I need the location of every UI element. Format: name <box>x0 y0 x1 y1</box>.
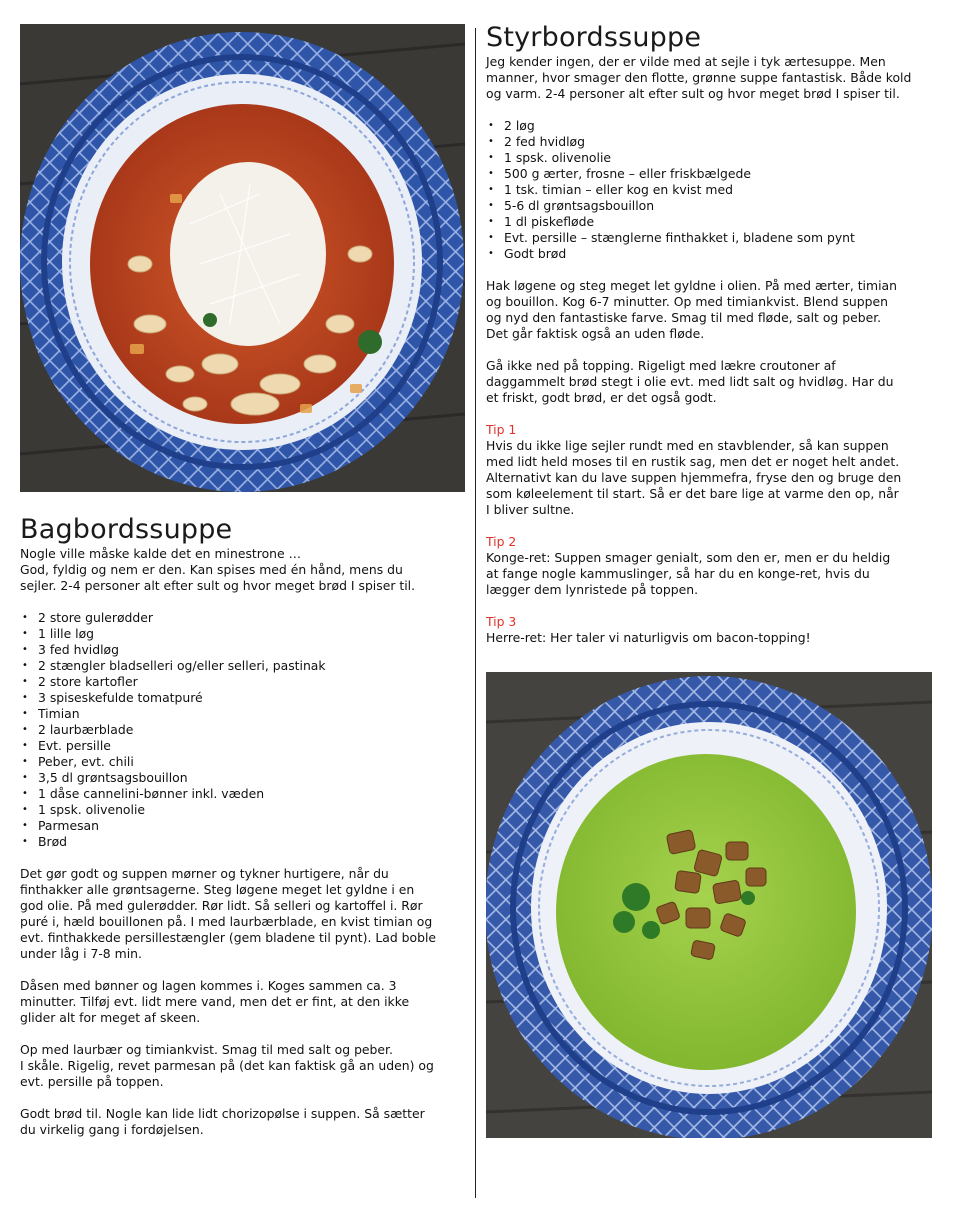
ingredient-item: • 3 spiseskefulde tomatpuré <box>20 690 468 706</box>
ingredient-item: • 1 spsk. olivenolie <box>20 802 468 818</box>
column-divider <box>475 28 476 1198</box>
tip-2 <box>486 534 936 598</box>
ingredient-item: • Brød <box>20 834 468 850</box>
ingredient-item: • 1 dl piskefløde <box>486 214 936 230</box>
ingredient-item: • 1 lille løg <box>20 626 468 642</box>
tomato-soup-photo <box>20 24 465 492</box>
text-line: Godt brød til. Nogle kan lide lidt chorizopølse i suppen. Så sætter <box>20 1106 425 1121</box>
tip-title: Tip 2 <box>486 534 517 549</box>
text-line: puré i, hæld bouillonen på. I med laurbærblade, en kvist timian og <box>20 914 433 929</box>
text-line: evt. persille på toppen. <box>20 1074 164 1089</box>
styrbord-method-paragraph <box>486 278 936 342</box>
ingredient-item: • 2 stængler bladselleri og/eller selleri, pastinak <box>20 658 468 674</box>
bagbord-intro-1: Nogle ville måske kalde det en minestrone … <box>20 546 301 561</box>
right-column <box>486 22 936 1138</box>
ingredient-item: • 2 store kartofler <box>20 674 468 690</box>
text-line: finthakker alle grøntsagerne. Steg løgene meget let gyldne i en <box>20 882 415 897</box>
text-line: minutter. Tilføj evt. lidt mere vand, men det er fint, at den ikke <box>20 994 410 1009</box>
ingredient-item: • Evt. persille – stænglerne finthakket i, bladene som pynt <box>486 230 936 246</box>
text-line: Herre-ret: Her taler vi naturligvis om bacon-topping! <box>486 630 811 645</box>
text-line: god olie. På med gulerødder. Rør lidt. Så selleri og kartoffel i. Rør <box>20 898 423 913</box>
styrbord-title: Styrbordssuppe <box>486 22 702 53</box>
tip-title: Tip 3 <box>486 614 517 629</box>
text-line: et friskt, godt brød, er det også godt. <box>486 390 717 405</box>
ingredient-item: • Timian <box>20 706 468 722</box>
text-line: som køleelement til start. Så er det bare lige at varme den op, når <box>486 486 899 501</box>
text-line: Alternativt kan du lave suppen hjemmefra, fryse den og bruge den <box>486 470 902 485</box>
ingredient-item: • Parmesan <box>20 818 468 834</box>
text-line: Hvis du ikke lige sejler rundt med en stavblender, så kan suppen <box>486 438 889 453</box>
styrbord-ingredient-list <box>486 118 936 262</box>
ingredient-item: • 1 tsk. timian – eller kog en kvist med <box>486 182 936 198</box>
tip-title: Tip 1 <box>486 422 517 437</box>
ingredient-item: • Peber, evt. chili <box>20 754 468 770</box>
tip-3 <box>486 614 936 646</box>
text-line: Gå ikke ned på topping. Rigeligt med lækre croutoner af <box>486 358 836 373</box>
bagbord-method-paragraph <box>20 1042 468 1090</box>
text-line: Hak løgene og steg meget let gyldne i olien. På med ærter, timian <box>486 278 897 293</box>
bagbord-method-paragraph <box>20 978 468 1026</box>
ingredient-item: • Evt. persille <box>20 738 468 754</box>
ingredient-item: • 5-6 dl grøntsagsbouillon <box>486 198 936 214</box>
text-line: I skåle. Rigelig, revet parmesan på (det kan faktisk gå an uden) og <box>20 1058 434 1073</box>
ingredient-item: • Godt brød <box>486 246 936 262</box>
ingredient-item: • 1 dåse cannelini-bønner inkl. væden <box>20 786 468 802</box>
text-line: du virkelig gang i fordøjelsen. <box>20 1122 204 1137</box>
text-line: glider alt for meget af skeen. <box>20 1010 201 1025</box>
ingredient-item: • 2 fed hvidløg <box>486 134 936 150</box>
text-line: evt. finthakkede persillestængler (gem bladene til pynt). Lad boble <box>20 930 437 945</box>
bagbord-ingredient-list <box>20 610 468 850</box>
text-line: og nyd den fantastiske farve. Smag til med fløde, salt og peber. <box>486 310 882 325</box>
text-line: Det gør godt og suppen mørner og tykner hurtigere, når du <box>20 866 389 881</box>
ingredient-item: • 2 store gulerødder <box>20 610 468 626</box>
text-line: Dåsen med bønner og lagen kommes i. Koges sammen ca. 3 <box>20 978 397 993</box>
ingredient-item: • 3,5 dl grøntsagsbouillon <box>20 770 468 786</box>
text-line: og bouillon. Kog 6-7 minutter. Op med timiankvist. Blend suppen <box>486 294 888 309</box>
text-line: med lidt held moses til en rustik sag, men det er noget helt andet. <box>486 454 900 469</box>
tip-1 <box>486 422 936 518</box>
text-line: daggammelt brød stegt i olie evt. med lidt salt og hvidløg. Har du <box>486 374 894 389</box>
styrbord-intro-3: og varm. 2-4 personer alt efter sult og hvor meget brød I spiser til. <box>486 86 900 101</box>
text-line: lægger dem lynristede på toppen. <box>486 582 699 597</box>
text-line: Op med laurbær og timiankvist. Smag til med salt og peber. <box>20 1042 393 1057</box>
text-line: at fange nogle kammuslinger, så har du en konge-ret, hvis du <box>486 566 870 581</box>
ingredient-item: • 1 spsk. olivenolie <box>486 150 936 166</box>
styrbord-topping-paragraph <box>486 358 936 406</box>
text-line: Konge-ret: Suppen smager genialt, som den er, men er du heldig <box>486 550 891 565</box>
bagbord-intro-3: sejler. 2-4 personer alt efter sult og hvor meget brød I spiser til. <box>20 578 416 593</box>
ingredient-item: • 2 løg <box>486 118 936 134</box>
text-line: I bliver sultne. <box>486 502 575 517</box>
ingredient-item: • 3 fed hvidløg <box>20 642 468 658</box>
ingredient-item: • 500 g ærter, frosne – eller friskbælgede <box>486 166 936 182</box>
left-column <box>20 24 468 1138</box>
bagbord-title: Bagbordssuppe <box>20 514 233 545</box>
text-line: under låg i 7-8 min. <box>20 946 142 961</box>
styrbord-intro-1: Jeg kender ingen, der er vilde med at sejle i tyk ærtesuppe. Men <box>486 54 886 69</box>
bagbord-method-paragraph <box>20 866 468 962</box>
bagbord-method-paragraph <box>20 1106 468 1138</box>
styrbord-intro-2: manner, hvor smager den flotte, grønne suppe fantastisk. Både kold <box>486 70 912 85</box>
ingredient-item: • 2 laurbærblade <box>20 722 468 738</box>
pea-soup-photo <box>486 672 932 1138</box>
text-line: Det går faktisk også an uden fløde. <box>486 326 705 341</box>
bagbord-intro-2: God, fyldig og nem er den. Kan spises med én hånd, mens du <box>20 562 403 577</box>
